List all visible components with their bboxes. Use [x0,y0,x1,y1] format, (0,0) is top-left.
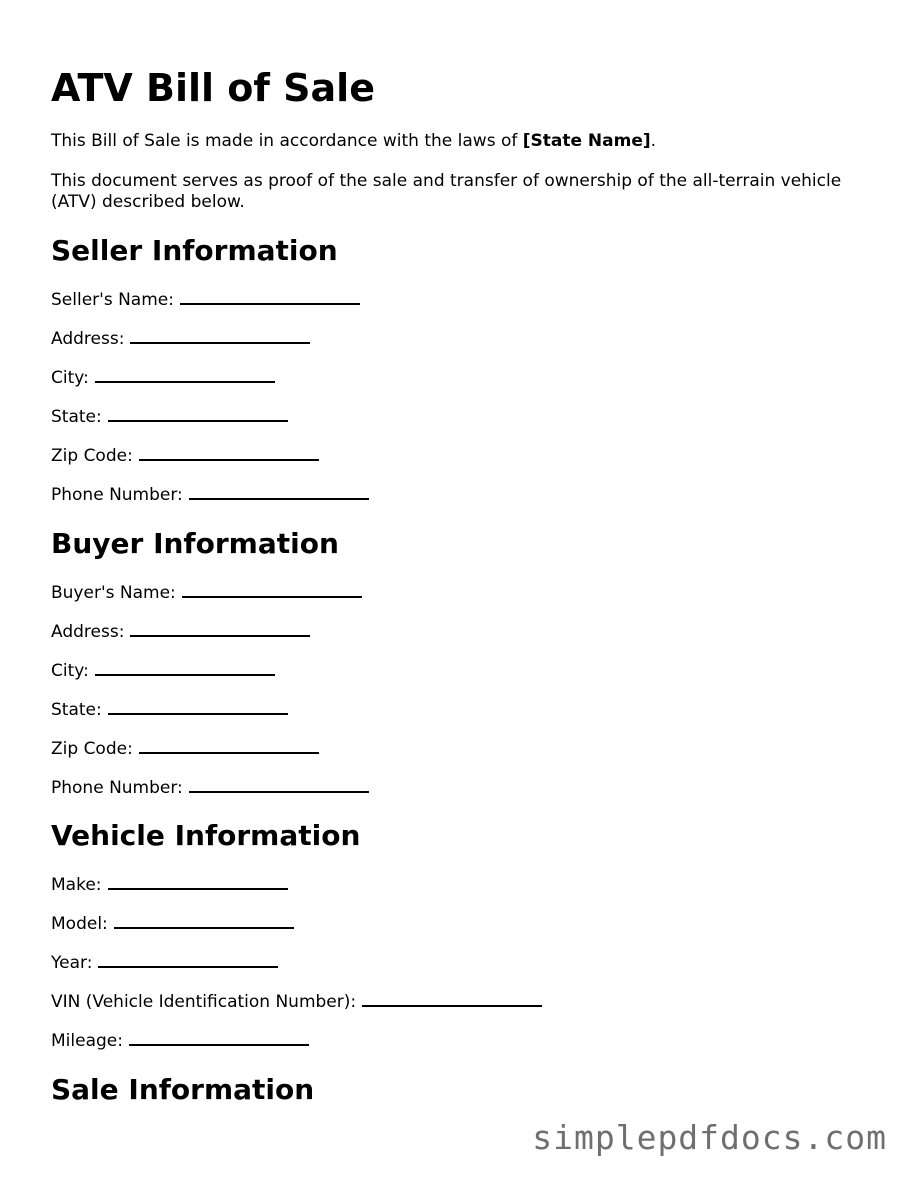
buyer-heading: Buyer Information [51,527,339,560]
vehicle-make-blank[interactable] [108,874,288,890]
vehicle-mileage-field [51,1030,309,1052]
vehicle-model-field [51,913,294,935]
field-label: State: [51,700,102,720]
buyer-address-blank[interactable] [130,621,310,637]
document-title: ATV Bill of Sale [51,66,375,110]
seller-zip-blank[interactable] [139,445,319,461]
intro-suffix: . [650,131,657,151]
seller-zip-field [51,445,319,467]
seller-address-blank[interactable] [130,328,310,344]
field-label: State: [51,407,102,427]
seller-address-field [51,328,310,350]
buyer-state-blank[interactable] [108,699,288,715]
vehicle-year-blank[interactable] [98,952,278,968]
vehicle-make-field [51,874,288,896]
buyer-zip-blank[interactable] [139,738,319,754]
field-label: Address: [51,622,125,642]
field-label: VIN (Vehicle Identification Number): [51,992,357,1012]
intro-prefix: This Bill of Sale is made in accordance with the laws of [51,131,523,151]
field-label: Year: [51,953,93,973]
buyer-address-field [51,621,310,643]
field-label: Buyer's Name: [51,583,176,603]
vehicle-year-field [51,952,278,974]
seller-phone-field [51,484,369,506]
buyer-phone-blank[interactable] [189,777,369,793]
vehicle-model-blank[interactable] [114,913,294,929]
seller-state-blank[interactable] [108,406,288,422]
field-label: Address: [51,329,125,349]
seller-phone-blank[interactable] [189,484,369,500]
field-label: Make: [51,875,102,895]
watermark: simplepdfdocs.com [532,1118,887,1157]
field-label: Model: [51,914,108,934]
state-name-placeholder: [State Name] [522,131,651,151]
field-label: City: [51,661,89,681]
seller-name-blank[interactable] [180,289,360,305]
seller-city-field [51,367,275,389]
buyer-phone-field [51,777,369,799]
buyer-zip-field [51,738,319,760]
field-label: Phone Number: [51,485,183,505]
buyer-city-field [51,660,275,682]
seller-state-field [51,406,288,428]
field-label: Zip Code: [51,446,133,466]
field-label: Phone Number: [51,778,183,798]
vehicle-vin-field [51,991,542,1013]
buyer-state-field [51,699,288,721]
vehicle-heading: Vehicle Information [51,819,361,852]
vehicle-mileage-blank[interactable] [129,1030,309,1046]
buyer-name-field [51,582,362,604]
sale-heading: Sale Information [51,1073,315,1106]
description-paragraph: This document serves as proof of the sale and transfer of ownership of the all-terrain vehicle (ATV) described below. [51,171,842,212]
intro-paragraph [51,131,656,152]
buyer-name-blank[interactable] [182,582,362,598]
buyer-city-blank[interactable] [95,660,275,676]
field-label: Mileage: [51,1031,123,1051]
field-label: Zip Code: [51,739,133,759]
field-label: City: [51,368,89,388]
vehicle-vin-blank[interactable] [362,991,542,1007]
seller-name-field [51,289,360,311]
field-label: Seller's Name: [51,290,174,310]
seller-city-blank[interactable] [95,367,275,383]
seller-heading: Seller Information [51,234,338,267]
